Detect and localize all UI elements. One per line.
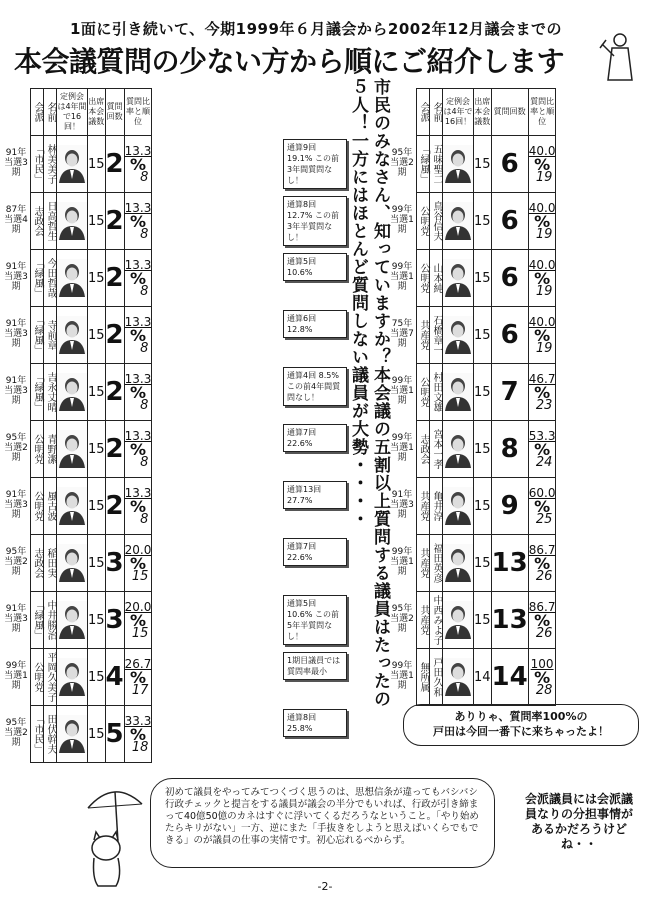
percent-sign: % xyxy=(534,268,551,288)
attendance-cell: 15 xyxy=(88,478,106,535)
percent-sign: % xyxy=(534,553,551,573)
ratio-value: 13.3 xyxy=(124,143,152,158)
portrait-photo-icon xyxy=(443,601,473,639)
ratio-value: 86.7 xyxy=(528,599,556,614)
table-row xyxy=(417,307,556,364)
ratio-cell xyxy=(528,364,556,421)
name-cell: 今田哲哉 xyxy=(45,258,56,298)
bubble-line-2: 戸田は今回一番下に来ちゃったよ！ xyxy=(433,725,609,738)
percent-sign: % xyxy=(534,610,551,630)
term-badge: 91年当選3期 xyxy=(4,603,28,634)
question-count-cell: 6 xyxy=(491,307,528,364)
name-cell: 五味聖二 xyxy=(431,144,442,184)
table-row xyxy=(417,649,556,706)
name-cell: 亀井淳 xyxy=(431,491,442,521)
portrait-photo-icon xyxy=(443,544,473,582)
portrait xyxy=(443,373,473,411)
percent-sign: % xyxy=(129,211,147,231)
header-meetings: 定例会は4年間で16回！ xyxy=(57,89,88,136)
rank-value: 19 xyxy=(535,226,553,242)
history-note: 1期目議員では質問率最小 xyxy=(283,652,347,680)
table-row xyxy=(31,307,152,364)
term-badge: 99年当選1期 xyxy=(390,546,414,577)
portrait xyxy=(57,259,87,297)
term-badge: 91年当選3期 xyxy=(4,375,28,406)
faction-cell: 公明党 xyxy=(418,206,429,236)
name-cell: 稲田実 xyxy=(45,548,56,578)
portrait xyxy=(57,544,87,582)
question-count-cell: 13 xyxy=(491,535,528,592)
portrait xyxy=(443,658,473,696)
table-row xyxy=(31,250,152,307)
portrait-photo-icon xyxy=(57,715,87,753)
rank-value: 26 xyxy=(535,568,553,584)
rank-value: 19 xyxy=(535,283,553,299)
table-row xyxy=(31,136,152,193)
portrait-photo-icon xyxy=(443,259,473,297)
ratio-value: 53.3 xyxy=(528,428,556,443)
portrait-photo-icon xyxy=(57,430,87,468)
percent-sign: % xyxy=(129,553,147,573)
portrait xyxy=(57,658,87,696)
table-row xyxy=(31,535,152,592)
question-count-cell: 14 xyxy=(491,649,528,706)
ratio-value: 33.3 xyxy=(124,713,152,728)
faction-cell: 「緑風」 xyxy=(32,600,43,640)
ratio-value: 40.0 xyxy=(528,257,556,272)
table-row xyxy=(417,592,556,649)
portrait-photo-icon xyxy=(443,487,473,525)
faction-cell: 「緑風」 xyxy=(32,315,43,355)
attendance-cell: 15 xyxy=(474,592,492,649)
portrait xyxy=(443,316,473,354)
term-badge: 99年当選1期 xyxy=(390,204,414,235)
attendance-cell: 15 xyxy=(88,649,106,706)
question-count-cell: 2 xyxy=(105,364,124,421)
question-count-cell: 2 xyxy=(105,478,124,535)
attendance-cell: 15 xyxy=(88,535,106,592)
question-count-cell: 6 xyxy=(491,193,528,250)
rank-value: 26 xyxy=(535,625,553,641)
portrait xyxy=(443,202,473,240)
percent-sign: % xyxy=(129,610,147,630)
term-badge: 99年当選1期 xyxy=(390,261,414,292)
rank-value: 8 xyxy=(140,397,149,413)
faction-cell: 「緑風」 xyxy=(32,372,43,412)
history-note: 通算6回 12.8% xyxy=(283,310,347,338)
ratio-cell xyxy=(124,307,152,364)
ratio-value: 40.0 xyxy=(528,143,556,158)
ratio-cell xyxy=(124,136,152,193)
ratio-cell xyxy=(528,136,556,193)
rank-value: 23 xyxy=(535,397,553,413)
question-count-cell: 3 xyxy=(105,535,124,592)
portrait xyxy=(57,715,87,753)
name-cell: 青野潔 xyxy=(45,434,56,464)
ratio-cell xyxy=(124,421,152,478)
table-row xyxy=(417,364,556,421)
name-cell: 平岡久美子 xyxy=(45,652,56,702)
attendance-cell: 15 xyxy=(474,364,492,421)
percent-sign: % xyxy=(129,667,147,687)
percent-sign: % xyxy=(534,211,551,231)
portrait xyxy=(443,430,473,468)
table-row xyxy=(417,136,556,193)
term-badge: 95年当選2期 xyxy=(4,432,28,463)
table-row xyxy=(417,250,556,307)
name-cell: 石橋章一 xyxy=(431,315,442,355)
rank-value: 8 xyxy=(140,454,149,470)
ratio-cell xyxy=(528,649,556,706)
attendance-cell: 15 xyxy=(88,592,106,649)
center-message-text: 市民のみなさん、知っていますか？本会議の五割以上質問する議員はたったの５人！一方にはほとんど質問しない議員が大勢・・・・ xyxy=(348,78,390,708)
ratio-value: 40.0 xyxy=(528,314,556,329)
term-badge: 91年当選3期 xyxy=(390,489,414,520)
ratio-value: 13.3 xyxy=(124,257,152,272)
portrait-photo-icon xyxy=(57,145,87,183)
question-count-cell: 2 xyxy=(105,250,124,307)
percent-sign: % xyxy=(129,154,147,174)
portrait xyxy=(57,487,87,525)
portrait-photo-icon xyxy=(57,487,87,525)
portrait-photo-icon xyxy=(443,658,473,696)
name-cell: 田伏幹夫 xyxy=(45,714,56,754)
portrait xyxy=(57,316,87,354)
header-questions: 質問回数 xyxy=(105,89,124,136)
ratio-cell xyxy=(124,649,152,706)
portrait xyxy=(443,601,473,639)
bubble-line-1: ありりゃ、質問率100%の xyxy=(454,710,588,723)
faction-cell: 共産党 xyxy=(418,491,429,521)
attendance-cell: 15 xyxy=(88,364,106,421)
ratio-cell xyxy=(124,250,152,307)
speech-bubble xyxy=(403,704,639,746)
history-note: 通算9回 19.1% この前3年間質問なし！ xyxy=(283,139,347,189)
term-badge: 99年当選1期 xyxy=(390,375,414,406)
faction-cell: 「市民」 xyxy=(32,144,43,184)
rank-value: 15 xyxy=(131,568,149,584)
table-row xyxy=(417,421,556,478)
ratio-cell xyxy=(528,478,556,535)
term-badge: 95年当選2期 xyxy=(4,546,28,577)
attendance-cell: 15 xyxy=(474,478,492,535)
portrait-photo-icon xyxy=(57,202,87,240)
history-note: 通算13回 27.7% xyxy=(283,481,347,509)
ratio-value: 60.0 xyxy=(528,485,556,500)
term-badge: 91年当選3期 xyxy=(4,147,28,178)
header-meetings-right: 定例会は4年で16回！ xyxy=(443,89,474,136)
question-count-cell: 2 xyxy=(105,307,124,364)
table-row xyxy=(31,193,152,250)
percent-sign: % xyxy=(129,724,147,744)
portrait-photo-icon xyxy=(443,430,473,468)
ratio-value: 20.0 xyxy=(124,542,152,557)
page-title: 本会議質問の少ない方から順にご紹介します xyxy=(14,45,565,78)
portrait-photo-icon xyxy=(443,145,473,183)
ratio-value: 13.3 xyxy=(124,428,152,443)
portrait xyxy=(57,601,87,639)
percent-sign: % xyxy=(534,154,551,174)
percent-sign: % xyxy=(534,325,551,345)
faction-cell: 共産党 xyxy=(418,548,429,578)
question-count-cell: 13 xyxy=(491,592,528,649)
attendance-cell: 15 xyxy=(474,535,492,592)
ratio-cell xyxy=(124,364,152,421)
term-badge: 95年当選2期 xyxy=(4,717,28,748)
percent-sign: % xyxy=(129,325,147,345)
ratio-cell xyxy=(124,592,152,649)
faction-cell: 共産党 xyxy=(418,320,429,350)
question-count-cell: 2 xyxy=(105,421,124,478)
attendance-cell: 15 xyxy=(474,250,492,307)
term-badge: 99年当選1期 xyxy=(390,432,414,463)
percent-sign: % xyxy=(534,439,551,459)
faction-cell: 公明党 xyxy=(32,662,43,692)
title-line-1: 1面に引き続いて、今期1999年６月議会から2002年12月議会までの xyxy=(70,20,563,38)
rank-value: 8 xyxy=(140,283,149,299)
table-row xyxy=(417,193,556,250)
faction-cell: 共産党 xyxy=(418,605,429,635)
history-note: 通算7回 22.6% xyxy=(283,424,347,452)
table-row xyxy=(31,421,152,478)
history-note: 通算8回 25.8% xyxy=(283,709,347,737)
faction-cell: 「緑風」 xyxy=(418,144,429,184)
name-cell: 宮本一孝 xyxy=(431,429,442,469)
term-badge: 87年当選4期 xyxy=(4,204,28,235)
question-count-cell: 6 xyxy=(491,250,528,307)
portrait xyxy=(443,544,473,582)
question-count-cell: 3 xyxy=(105,592,124,649)
faction-cell: 志政会 xyxy=(418,434,429,464)
ratio-cell xyxy=(528,307,556,364)
attendance-cell: 15 xyxy=(88,250,106,307)
portrait xyxy=(57,430,87,468)
table-row xyxy=(31,649,152,706)
name-cell: 山本純 xyxy=(431,263,442,293)
table-row xyxy=(31,592,152,649)
term-badge: 91年当選3期 xyxy=(4,318,28,349)
term-badge: 95年当選2期 xyxy=(390,603,414,634)
rank-value: 17 xyxy=(131,682,149,698)
footer-message: 初めて議員をやってみてつくづく思うのは、思想信条が違ってもバシバシ行政チェックと提言をする議員が議会の半分でもいれば、行政が引き締まって40億50億のカネはすぐに浮いてくるだろうなということ。「やり始めたらキリがない」一方、逆にまた「手抜きをしようと思えばいくらでもできる」のが議員の仕事の実情です。初心忘れるべからず。 xyxy=(150,778,495,868)
attendance-cell: 15 xyxy=(88,193,106,250)
name-cell: 日高哲生 xyxy=(45,201,56,241)
question-count-cell: 8 xyxy=(491,421,528,478)
ratio-cell xyxy=(124,535,152,592)
portrait-photo-icon xyxy=(57,544,87,582)
rank-value: 15 xyxy=(131,625,149,641)
term-badge: 95年当選2期 xyxy=(390,147,414,178)
table-row xyxy=(31,706,152,763)
name-cell: 寺前章 xyxy=(45,320,56,350)
attendance-cell: 15 xyxy=(88,307,106,364)
name-cell: 中西みよ子 xyxy=(431,595,442,645)
attendance-cell: 15 xyxy=(474,307,492,364)
cat-umbrella-illustration-icon xyxy=(84,782,156,892)
percent-sign: % xyxy=(534,496,551,516)
header-questions-right: 質問回数 xyxy=(491,89,528,136)
percent-sign: % xyxy=(129,268,147,288)
table-row xyxy=(417,478,556,535)
percent-sign: % xyxy=(534,667,551,687)
question-count-cell: 5 xyxy=(105,706,124,763)
percent-sign: % xyxy=(129,439,147,459)
ratio-value: 13.3 xyxy=(124,314,152,329)
header-faction-right: 会派 xyxy=(418,102,429,122)
attendance-cell: 14 xyxy=(474,649,492,706)
attendance-cell: 15 xyxy=(474,193,492,250)
term-badge: 99年当選1期 xyxy=(390,660,414,691)
rank-value: 8 xyxy=(140,169,149,185)
attendance-cell: 15 xyxy=(88,706,106,763)
name-cell: 吉永丈晴 xyxy=(45,372,56,412)
name-cell: 福田英彦 xyxy=(431,543,442,583)
rank-value: 19 xyxy=(535,340,553,356)
side-note: 会派議員には会派議員なりの分担事情があるかだろうけどね・・ xyxy=(524,792,633,851)
ratio-value: 13.3 xyxy=(124,200,152,215)
portrait xyxy=(57,373,87,411)
ratio-cell xyxy=(528,421,556,478)
question-count-cell: 7 xyxy=(491,364,528,421)
ratio-cell xyxy=(124,706,152,763)
question-count-cell: 2 xyxy=(105,193,124,250)
header-attendance-right: 出席本会議数 xyxy=(474,89,492,136)
header-name: 名前 xyxy=(45,102,56,122)
table-row xyxy=(31,478,152,535)
portrait xyxy=(57,202,87,240)
rank-value: 28 xyxy=(535,682,553,698)
portrait-photo-icon xyxy=(57,316,87,354)
faction-cell: 志政会 xyxy=(32,548,43,578)
header-ratio: 質問比率と順位 xyxy=(124,89,152,136)
name-cell: 戸田久和 xyxy=(431,657,442,697)
portrait-photo-icon xyxy=(57,601,87,639)
percent-sign: % xyxy=(129,496,147,516)
center-message xyxy=(345,74,393,714)
term-badge: 91年当選3期 xyxy=(4,489,28,520)
ratio-cell xyxy=(124,478,152,535)
ratio-value: 13.3 xyxy=(124,371,152,386)
ratio-value: 20.0 xyxy=(124,599,152,614)
name-cell: 林美美子 xyxy=(45,144,56,184)
portrait-photo-icon xyxy=(57,658,87,696)
ratio-value: 40.0 xyxy=(528,200,556,215)
rank-value: 8 xyxy=(140,226,149,242)
portrait xyxy=(443,145,473,183)
portrait xyxy=(443,259,473,297)
ratio-cell xyxy=(528,535,556,592)
question-count-cell: 2 xyxy=(105,136,124,193)
name-cell: 中井勝治 xyxy=(45,600,56,640)
faction-cell: 公明党 xyxy=(418,377,429,407)
header-faction: 会派 xyxy=(32,102,43,122)
table-row xyxy=(31,364,152,421)
attendance-cell: 15 xyxy=(474,136,492,193)
ratio-value: 13.3 xyxy=(124,485,152,500)
ratio-cell xyxy=(528,592,556,649)
portrait-photo-icon xyxy=(443,373,473,411)
history-note: 通算4回 8.5% この前4年間質問なし！ xyxy=(283,367,347,406)
faction-cell: 無所属 xyxy=(418,662,429,692)
name-cell: 村田文雄 xyxy=(431,372,442,412)
faction-cell: 志政会 xyxy=(32,206,43,236)
faction-cell: 公明党 xyxy=(32,434,43,464)
portrait xyxy=(57,145,87,183)
table-row xyxy=(417,535,556,592)
ratio-cell xyxy=(528,250,556,307)
history-note: 通算7回 22.6% xyxy=(283,538,347,566)
question-count-cell: 6 xyxy=(491,136,528,193)
ratio-value: 86.7 xyxy=(528,542,556,557)
ratio-value: 100 xyxy=(530,656,554,671)
portrait xyxy=(443,487,473,525)
question-count-cell: 9 xyxy=(491,478,528,535)
term-badge: 99年当選1期 xyxy=(4,660,28,691)
term-badge: 75年当選7期 xyxy=(390,318,414,349)
percent-sign: % xyxy=(129,382,147,402)
attendance-cell: 15 xyxy=(88,136,106,193)
question-count-cell: 4 xyxy=(105,649,124,706)
portrait-photo-icon xyxy=(443,202,473,240)
attendance-cell: 15 xyxy=(88,421,106,478)
rank-value: 25 xyxy=(535,511,553,527)
ratio-value: 26.7 xyxy=(124,656,152,671)
header-ratio-right: 質問比率と順位 xyxy=(528,89,556,136)
rank-value: 18 xyxy=(131,739,149,755)
faction-cell: 公明党 xyxy=(32,491,43,521)
rank-value: 19 xyxy=(535,169,553,185)
rank-value: 8 xyxy=(140,511,149,527)
ratio-cell xyxy=(124,193,152,250)
faction-cell: 「市民」 xyxy=(32,714,43,754)
page-number: -2- xyxy=(317,880,333,893)
percent-sign: % xyxy=(534,382,551,402)
rank-value: 8 xyxy=(140,340,149,356)
portrait-photo-icon xyxy=(57,259,87,297)
ratio-value: 46.7 xyxy=(528,371,556,386)
history-note: 通算5回 10.6% この前5年半質問なし！ xyxy=(283,595,347,645)
history-note: 通算8回 12.7% この前3年半質問なし！ xyxy=(283,196,347,246)
term-badge: 91年当選3期 xyxy=(4,261,28,292)
portrait-photo-icon xyxy=(57,373,87,411)
faction-cell: 公明党 xyxy=(418,263,429,293)
attendance-cell: 15 xyxy=(474,421,492,478)
name-cell: 風古波 xyxy=(45,491,56,521)
portrait-photo-icon xyxy=(443,316,473,354)
header-attendance: 出席本会議数 xyxy=(88,89,106,136)
monk-illustration-icon xyxy=(598,30,638,84)
faction-cell: 「緑風」 xyxy=(32,258,43,298)
rank-value: 24 xyxy=(535,454,553,470)
header-name-right: 名前 xyxy=(431,102,442,122)
history-note: 通算5回 10.6% xyxy=(283,253,347,281)
name-cell: 鳥谷信夫 xyxy=(431,201,442,241)
ratio-cell xyxy=(528,193,556,250)
